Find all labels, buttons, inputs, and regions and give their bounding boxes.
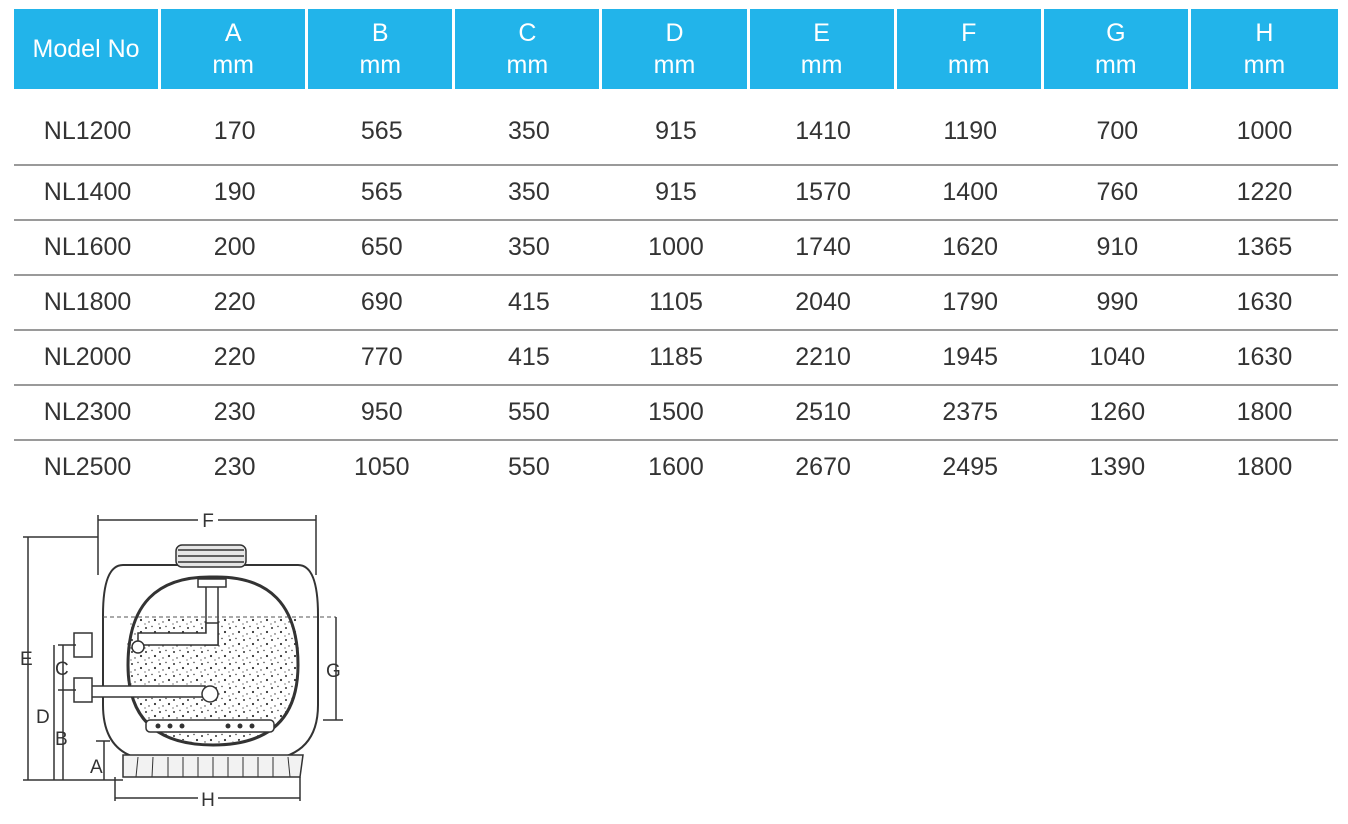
model-cell: NL1200 [14, 89, 161, 166]
dimension-cell: 415 [455, 331, 602, 386]
table-row [14, 89, 1338, 166]
header-label: E [813, 19, 830, 47]
dimension-cell: 1050 [353, 453, 410, 481]
header-model-no [14, 9, 161, 89]
dimension-cell: 1400 [897, 166, 1044, 221]
dimension-cell: 650 [308, 221, 455, 276]
dimension-cell: 550 [455, 386, 602, 441]
header-unit: mm [800, 51, 843, 79]
model-cell: NL2000 [14, 331, 161, 386]
dimension-cell: 760 [1044, 166, 1191, 221]
header-unit: mm [359, 51, 402, 79]
table-header-row [14, 9, 1338, 89]
header-label: C [518, 19, 537, 47]
dimension-cell: 220 [161, 276, 308, 331]
dimension-cell: 350 [455, 166, 602, 221]
dim-label-d: D [36, 707, 50, 728]
dimension-cell: 1260 [1044, 386, 1191, 441]
header-col-b [308, 9, 455, 89]
header-unit: mm [947, 51, 990, 79]
header-unit: mm [1243, 51, 1286, 79]
dim-label-h: H [201, 790, 215, 811]
table-row [14, 441, 1338, 494]
header-label: B [371, 19, 389, 47]
dimension-cell: 1600 [648, 453, 704, 481]
dimension-cell: 1105 [602, 276, 749, 331]
dimension-cell: 230 [213, 453, 256, 481]
dimension-cell: 1800 [1191, 386, 1338, 441]
dimension-cell: 1365 [1191, 221, 1338, 276]
dimension-cell: 1630 [1191, 276, 1338, 331]
table-row [14, 166, 1338, 221]
dimension-cell: 1790 [897, 276, 1044, 331]
dimension-cell: 1040 [1044, 331, 1191, 386]
header-label: A [224, 19, 242, 47]
dimension-cell: 2510 [750, 386, 897, 441]
header-col-d [602, 9, 749, 89]
dimension-cell: 1630 [1191, 331, 1338, 386]
dimension-cell: 1570 [750, 166, 897, 221]
dimension-cell: 350 [455, 89, 602, 166]
dim-label-f: F [202, 511, 214, 532]
header-label: G [1106, 19, 1126, 47]
dim-label-a: A [90, 757, 103, 778]
dimension-cell: 910 [1044, 221, 1191, 276]
dimension-cell: 2495 [942, 453, 999, 481]
header-label: H [1255, 19, 1274, 47]
header-unit: mm [506, 51, 549, 79]
model-cell: NL1600 [14, 221, 161, 276]
table-row [14, 331, 1338, 386]
dimension-cell: 230 [161, 386, 308, 441]
dimension-cell: 2375 [897, 386, 1044, 441]
header-unit: mm [212, 51, 254, 79]
dimension-cell: 1190 [897, 89, 1044, 166]
dimension-cell: 2210 [750, 331, 897, 386]
dimension-cell: 1000 [602, 221, 749, 276]
table-row [14, 276, 1338, 331]
dimension-cell: 1000 [1191, 89, 1338, 166]
model-cell: NL1400 [14, 166, 161, 221]
dimension-cell: 2040 [750, 276, 897, 331]
dimension-cell: 1220 [1191, 166, 1338, 221]
header-col-e [750, 9, 897, 89]
dimension-cell: 190 [161, 166, 308, 221]
dimension-cell: 1185 [602, 331, 749, 386]
header-label: F [961, 19, 977, 47]
header-label: Model No [32, 35, 140, 63]
dim-label-c: C [55, 659, 69, 680]
header-col-h [1191, 9, 1338, 89]
filter-dimension-diagram [18, 505, 358, 815]
dimension-cell: 1410 [750, 89, 897, 166]
table-row [14, 221, 1338, 276]
dimension-cell: 950 [308, 386, 455, 441]
table-body [14, 89, 1338, 494]
dimension-cell: 415 [455, 276, 602, 331]
header-unit: mm [1094, 51, 1137, 79]
header-col-c [455, 9, 602, 89]
dimensions-table [14, 9, 1338, 494]
header-col-g [1044, 9, 1191, 89]
dimension-cell: 915 [602, 89, 749, 166]
dim-label-b: B [55, 729, 68, 750]
dimension-cell: 350 [455, 221, 602, 276]
dimension-cell: 1945 [897, 331, 1044, 386]
header-col-f [897, 9, 1044, 89]
dimension-cell: 170 [161, 89, 308, 166]
dim-label-e: E [20, 649, 33, 670]
dimension-cell: 990 [1044, 276, 1191, 331]
dimension-cell: 700 [1044, 89, 1191, 166]
dim-label-g: G [326, 661, 341, 682]
dimension-cell: 565 [308, 89, 455, 166]
table-row [14, 386, 1338, 441]
dimension-cell: 1500 [602, 386, 749, 441]
header-col-a [161, 9, 308, 89]
dimension-cell: 915 [602, 166, 749, 221]
dimension-cell: 690 [308, 276, 455, 331]
model-cell: NL2500 [43, 453, 132, 481]
dimension-cell: 770 [308, 331, 455, 386]
header-unit: mm [653, 51, 696, 79]
dimension-cell: 565 [308, 166, 455, 221]
dimension-cell: 1800 [1236, 453, 1293, 481]
dimension-cell: 1740 [750, 221, 897, 276]
dimension-cell: 1390 [1089, 453, 1146, 481]
model-cell: NL2300 [14, 386, 161, 441]
dimension-cell: 2670 [795, 453, 851, 481]
header-label: D [665, 19, 684, 47]
model-cell: NL1800 [14, 276, 161, 331]
dimension-cell: 200 [161, 221, 308, 276]
dimension-cell: 220 [161, 331, 308, 386]
dimension-cell: 550 [508, 453, 550, 481]
dimension-cell: 1620 [897, 221, 1044, 276]
